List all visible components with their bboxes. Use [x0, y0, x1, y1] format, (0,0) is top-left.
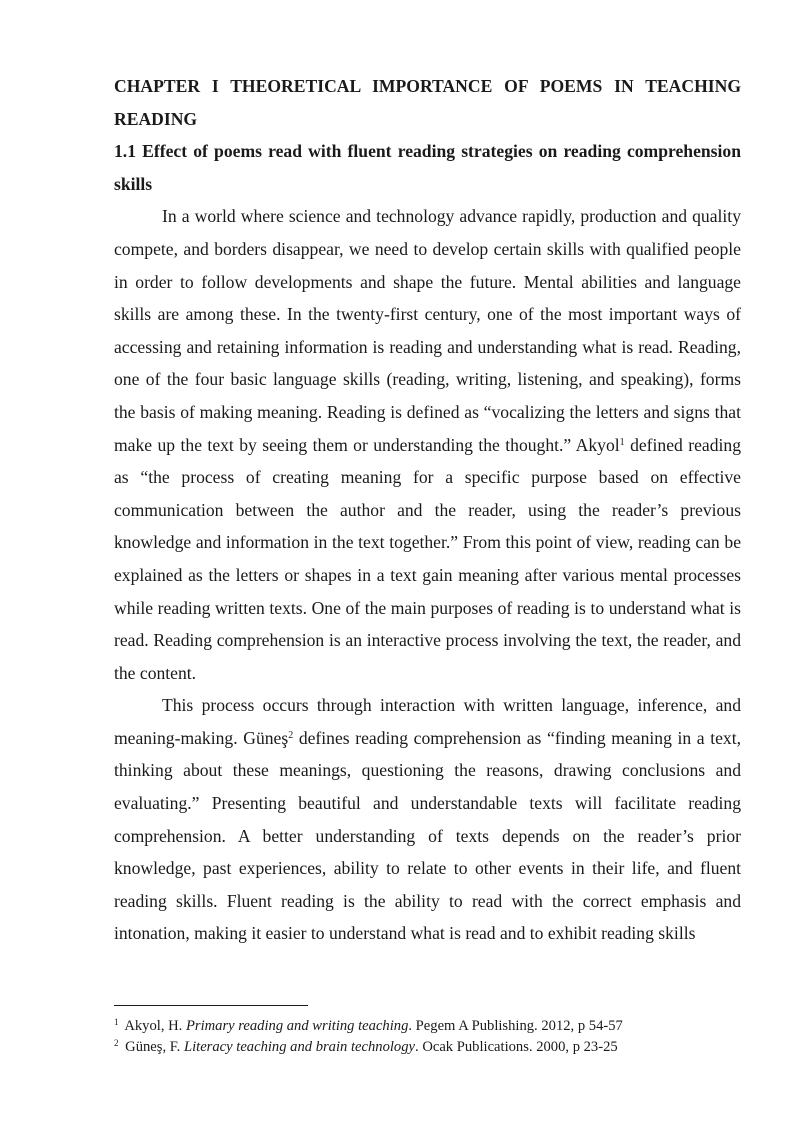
footnote-separator — [114, 1005, 308, 1006]
footnote-ref-1[interactable]: 1 — [619, 436, 625, 448]
footnote-2-details: . Ocak Publications. 2000, p 23-25 — [415, 1039, 618, 1055]
footnote-1-details: . Pegem A Publishing. 2012, p 54-57 — [408, 1018, 623, 1034]
section-heading: 1.1 Effect of poems read with fluent reading strategies on reading comprehension skills — [114, 141, 741, 194]
footnote-1-title: Primary reading and writing teaching — [185, 1018, 409, 1034]
footnote-1 — [114, 1016, 741, 1037]
body-paragraph-1 — [114, 200, 741, 689]
footnote-1-number: 1 — [114, 1017, 119, 1027]
footnote-ref-2[interactable]: 2 — [288, 729, 294, 741]
paragraph-2-text-b: defines reading comprehension as “finding meaning in a text, thinking about these meanings, questioning the reasons, drawing conclusions and evaluating.” Presenting beautiful and understandable texts will facilitate reading comprehension. A better understanding of texts depends on the reader’s prior knowledge, past experiences, ability to relate to other events in their life, and fluent reading skills. Fluent reading is the ability to read with the correct emphasis and intonation, making it easier to understand what is read and to exhibit reading skills — [114, 727, 742, 944]
paragraph-1-text-b: defined reading as “the process of creating meaning for a specific purpose based on effective communication between the author and the reader, using the reader’s previous knowledge and information in the text together.” From this point of view, reading can be explained as the letters or shapes in a text gain meaning after various mental processes while reading written texts. One of the main purposes of reading is to understand what is read. Reading comprehension is an interactive process involving the text, the reader, and the content. — [114, 434, 741, 683]
footnote-2-author: Güneş, F. — [121, 1039, 184, 1055]
footnote-2 — [114, 1037, 741, 1058]
footnote-1-author: Akyol, H. — [121, 1018, 186, 1034]
footnotes — [114, 1005, 741, 1058]
body-paragraph-2 — [114, 689, 741, 950]
footnote-2-number: 2 — [114, 1038, 119, 1048]
paragraph-2-text-a: This process occurs through interaction with written language, inference, and meaning-making. Güneş — [114, 695, 741, 748]
chapter-heading: CHAPTER I THEORETICAL IMPORTANCE OF POEMS IN TEACHING READING — [114, 76, 741, 129]
footnote-2-title: Literacy teaching and brain technology — [183, 1039, 416, 1055]
document-page — [114, 70, 741, 950]
paragraph-1-text-a: In a world where science and technology advance rapidly, production and quality compete, and borders disappear, we need to develop certain skills with qualified people in order to follow developments and shape the future. Mental abilities and language skills are among these. In the twenty-first century, one of the most important ways of accessing and retaining information is reading and understanding what is read. Reading, one of the four basic language skills (reading, writing, listening, and speaking), forms the basis of making meaning. Reading is defined as “vocalizing the letters and signs that make up the text by seeing them or understanding the thought.” Akyol — [114, 206, 741, 455]
